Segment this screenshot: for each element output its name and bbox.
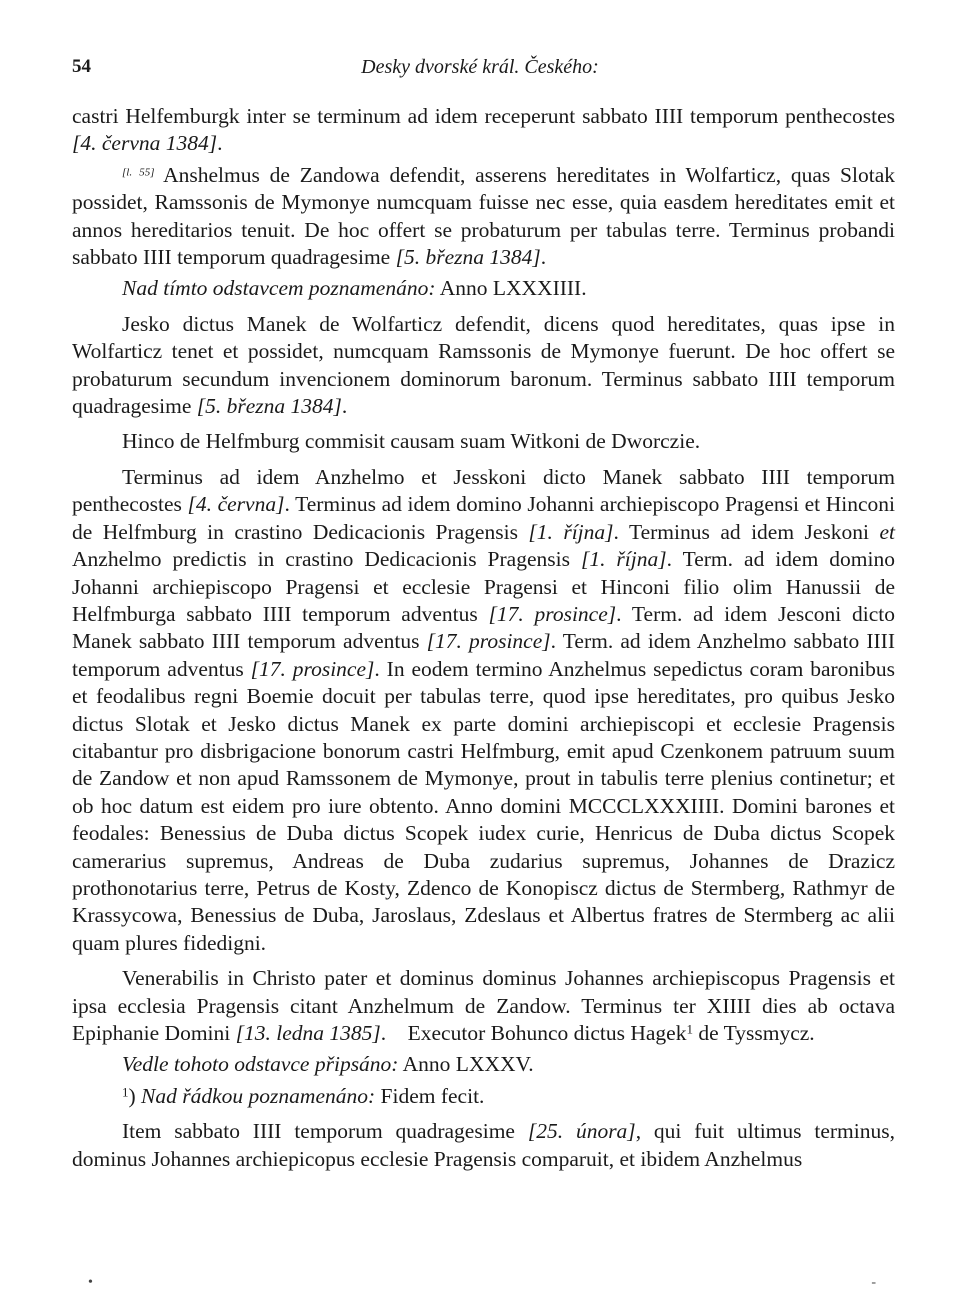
- footnote-reference: 1: [686, 1021, 693, 1037]
- editor-note-1: Nad tímto odstavcem poznamenáno: Anno LXXXIIII.: [122, 276, 587, 301]
- page-header: [72, 56, 888, 86]
- date-annotation: [4. června 1384]: [72, 131, 218, 156]
- paragraph-7: Item sabbato IIII temporum quadragesime [25. února], qui fuit ultimus terminus, dominus Johannes archiepicopus ecclesie Pragensis comparuit, et ibidem Anzhelmus: [72, 1119, 895, 1171]
- paragraph-5: Terminus ad idem Anzhelmo et Jesskoni dicto Manek sabbato IIII temporum penthecostes [4. června]. Terminus ad idem domino Johanni archiepiscopo Pragensi et Hinconi de Helfmburg in crastino Dedicacionis Pragensis [1. října]. Terminus ad idem Jeskoni et Anzhelmo predictis in crastino Dedicacionis Pragensis [1. října]. Term. ad idem domino Johanni archiepiscopo Pragensi et ecclesie Pragensi et Hinconi filio olim Hanussii de Helfmburga sabbato IIII temporum adventus [17. prosince]. Term. ad idem Jesconi dicto Manek sabbato IIII temporum adventus [17. prosince]. Term. ad idem Anzhelmo sabbato IIII temporum adventus [17. prosince]. In eodem termino Anzhelmus sepedictus coram baronibus et feodalibus regni Boemie docuit per tabulas terre, quod ipse hereditates, pro quibus Jesko dictus Slotak et Jesko dictus Manek ex parte domini archiepiscopi et ecclesie Pragensis citabantur pro disbrigacione bonorum castri Helfmburg, emit apud Czenkonem patruum suum de Zandow et non apud Ramssonem de Mymonye, prout in tabulis terre plenius continetur; et ob hoc datum est eidem pro iure obtento. Anno domini MCCCLXXXIIII. Domini barones et feodales: Benessius de Duba dictus Scopek iudex curie, Henricus de Duba dictus Scopek camerarius supremus, Andreas de Duba zudarius supremus, Johannes de Drazicz prothonotarius terre, Petrus de Kosty, Zdenco de Konopiscz dictus de Stermberg, Rathmyr de Krassycowa, Benessius de Duba, Jaroslaus, Zdeslaus et Albertus fratres de Stermberg ac alii quam plures fidedigni.: [72, 464, 896, 955]
- page-number: 54: [72, 56, 91, 77]
- footnote-label: Nad řádkou poznamenáno:: [141, 1083, 376, 1108]
- scan-mark-right: -: [871, 1275, 876, 1290]
- italic-word: et: [879, 519, 895, 544]
- running-title: Desky dvorské král. Českého:: [361, 56, 599, 78]
- editor-note-2: Vedle tohoto odstavce připsáno: Anno LXXXV.: [122, 1052, 534, 1077]
- document-body: [72, 103, 895, 1173]
- folio-reference: [l. 55]: [122, 166, 155, 179]
- date-annotation: [5. března 1384]: [196, 394, 342, 419]
- paragraph-6: Venerabilis in Christo pater et dominus dominus Johannes archiepiscopus Pragensis et ipsa ecclesia Pragensis citant Anzhelmum de Zandow. Terminus ter XIIII dies ab octava Epiphanie Domini [13. ledna 1385]. Executor Bohunco dictus Hagek$^1$ de Tyssmycz.: [72, 966, 895, 1045]
- date-annotation: [25. února]: [527, 1119, 636, 1144]
- date-annotation: [1. října]: [528, 519, 614, 544]
- date-annotation: [1. října]: [580, 547, 667, 572]
- paragraph-1: castri Helfemburgk inter se terminum ad idem receperunt sabbato IIII temporum penthecostes [4. června 1384].: [72, 104, 895, 156]
- date-annotation: [17. prosince]: [250, 656, 375, 681]
- date-annotation: [5. března 1384]: [395, 245, 541, 270]
- date-annotation: [17. prosince]: [426, 629, 551, 654]
- editor-note-label: Nad tímto odstavcem poznamenáno:: [122, 276, 436, 301]
- paragraph-4: Hinco de Helfmburg commisit causam suam Witkoni de Dworczie.: [122, 429, 701, 454]
- paragraph-2: [l. 55] Anshelmus de Zandowa defendit, asserens hereditates in Wolfarticz, quas Slotak possidet, Ramssonis de Mymonye numcquam fuisse nec esse, quia easdem hereditates emit et annos hereditarios tenuit. De hoc offert se probaturum per tabulas terre. Terminus probandi sabbato IIII temporum quadragesime [5. března 1384].: [72, 162, 895, 270]
- editor-note-label: Vedle tohoto odstavce připsáno:: [122, 1052, 399, 1077]
- paragraph-3: Jesko dictus Manek de Wolfarticz defendit, dicens quod hereditates, quas ipse in Wolfarticz tenet et possidet, numcquam Ramssonis de Mymonye fuerunt. De hoc offert se probaturum secundum invencionem dominorum baronum. Terminus sabbato IIII temporum quadragesime [5. března 1384].: [72, 311, 895, 419]
- scan-mark-left: •: [88, 1275, 93, 1290]
- date-annotation: [17. prosince]: [488, 601, 617, 626]
- date-annotation: [4. června]: [187, 492, 285, 517]
- date-annotation: [13. ledna 1385]: [235, 1021, 381, 1045]
- footnote-mark: 1: [122, 1084, 129, 1100]
- footnote: $^1$) Nad řádkou poznamenáno: Fidem fecit.: [122, 1083, 485, 1108]
